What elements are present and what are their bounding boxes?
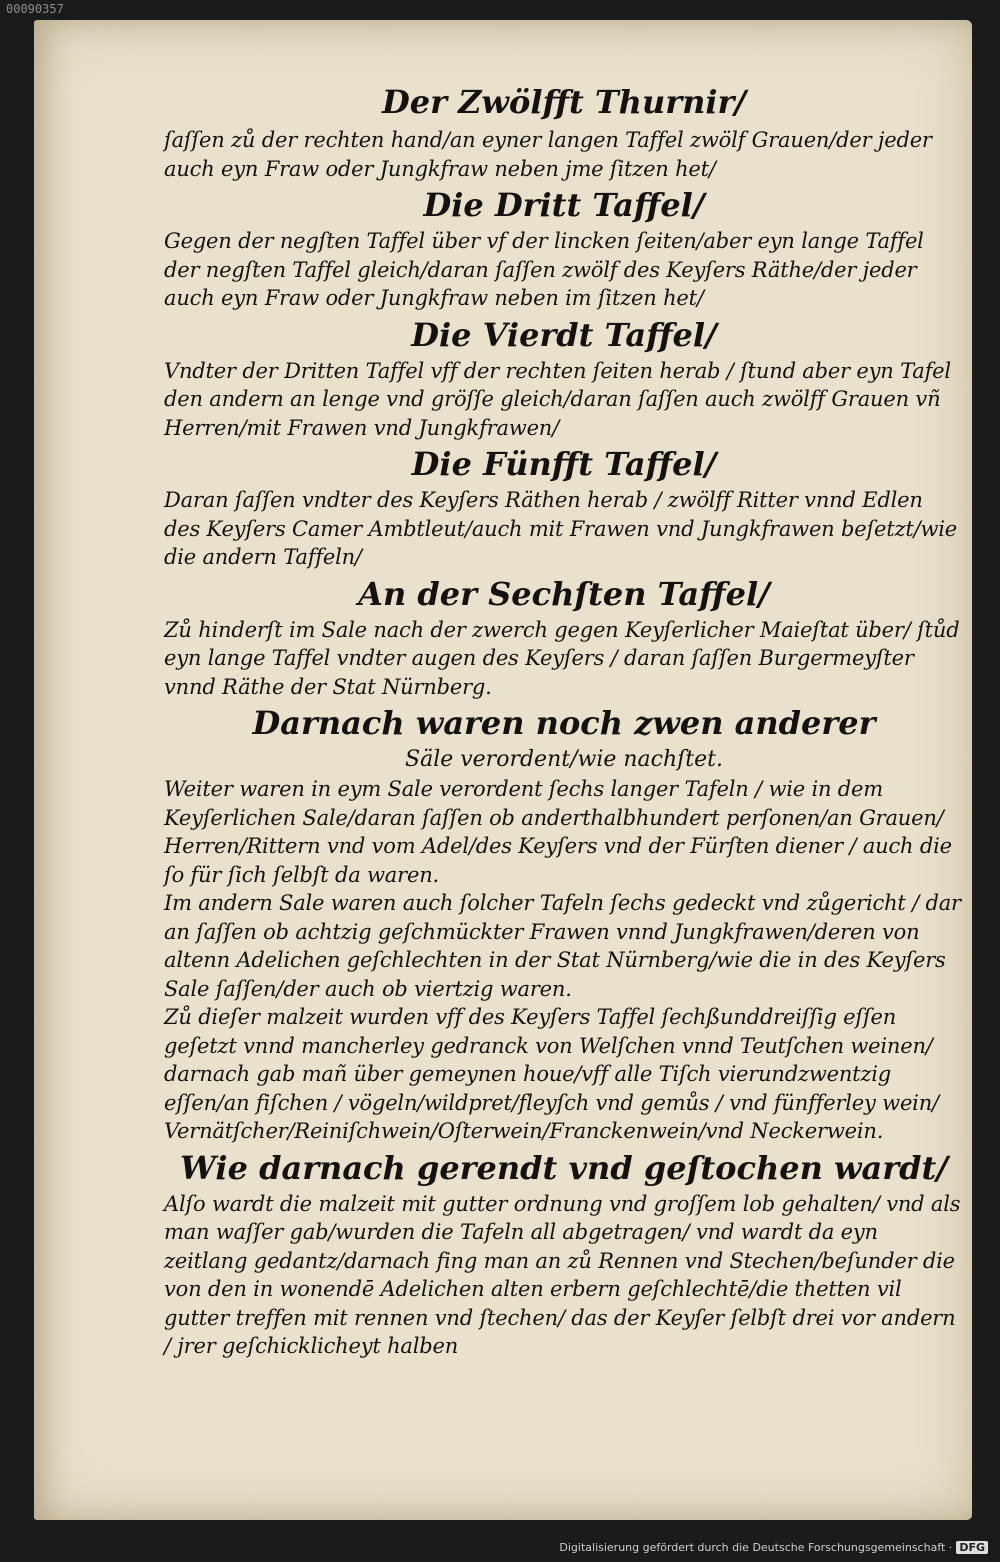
scan-id: 00090357 xyxy=(6,2,64,16)
section-heading: Wie darnach gerendt vnd geſtochen wardt/ xyxy=(180,1148,948,1187)
dfg-logo-icon: DFG xyxy=(956,1541,988,1554)
paragraph: Weiter waren in eym Sale verordent ſechs langer Tafeln / wie in dem Keyſerlichen Sale/daran ſaſſen ob anderthalbhundert perſonen/an Grauen/ Herren/Rittern vnd vom Adel/des Keyſers vnd der Fürſten diener / auch die ſo für ſich ſelbſt da waren. xyxy=(164,777,952,887)
book-page xyxy=(34,20,972,1520)
section-heading: Darnach waren noch zwen anderer xyxy=(252,704,876,742)
section-heading: Die Vierdt Taffel/ xyxy=(411,315,717,354)
funding-footer-text: Digitalisierung gefördert durch die Deutsche Forschungsgemeinschaft · xyxy=(559,1541,953,1554)
section-heading: Die Fünfft Taffel/ xyxy=(411,445,717,483)
page-sections xyxy=(164,126,964,1361)
paragraph: Alſo wardt die malzeit mit gutter ordnung vnd groſſem lob gehalten/ vnd als man waſſer gab/wurden die Tafeln all abgetragen/ vnd wardt da eyn zeitlang gedantz/darnach fing man an zů Rennen vnd Stechen/beſunder die von den in wonendē Adelichen alten erbern geſchlechtē/die thetten vil gutter treffen mit rennen vnd ſtechen/ das der Keyſer ſelbſt drei vor andern / jrer geſchicklicheyt halben xyxy=(164,1191,961,1358)
paragraph: Gegen der negſten Taffel über vf der lincken ſeiten/aber eyn lange Taffel der negſten Taffel gleich/daran ſaſſen zwölf des Keyſers Räthe/der jeder auch eyn Fraw oder Jungkfraw neben im ſitzen het/ xyxy=(164,229,924,310)
paragraph: Daran ſaſſen vndter des Keyſers Räthen herab / zwölff Ritter vnnd Edlen des Keyſers Camer Ambtleut/auch mit Frawen vnd Jungkfrawen beſetzt/wie die andern Taffeln/ xyxy=(164,488,957,569)
section-heading: An der Sechſten Taffel/ xyxy=(358,574,770,613)
paragraph: ſaſſen zů der rechten hand/an eyner langen Taffel zwölf Grauen/der jeder auch eyn Fraw oder Jungkfraw neben jme ſitzen het/ xyxy=(164,128,932,181)
paragraph: Vndter der Dritten Taffel vff der rechten ſeiten herab / ſtund aber eyn Tafel den andern an lenge vnd gröſſe gleich/daran ſaſſen auch zwölff Grauen vñ Herren/mit Frawen vnd Jungkfrawen/ xyxy=(164,358,951,440)
paragraph: Zů hinderſt im Sale nach der zwerch gegen Keyſerlicher Maieſtat über/ ſtůd eyn lange Taffel vndter augen des Keyſers / daran ſaſſen Burgermeyſter vnnd Räthe der Stat Nürnberg. xyxy=(164,617,960,699)
funding-footer xyxy=(559,1541,988,1554)
page-text-block xyxy=(164,60,964,1400)
section-subheading: Säle verordent/wie nachſtet. xyxy=(405,747,723,772)
paragraph: Zů dieſer malzeit wurden vff des Keyſers Taffel ſechßunddreiſſig eſſen geſetzt vnnd mancherley gedranck von Welſchen vnnd Teutſchen weinen/ darnach gab mañ über gemeynen houe/vff alle Tiſch vierundzwentzig eſſen/an fiſchen / vögeln/wildpret/fleyſch vnd gemůs / vnd fünfferley wein/ Vernätſcher/Reiniſchwein/Oſterwein/Franckenwein/vnd Neckerwein. xyxy=(164,1005,939,1143)
page-title: Der Zwölfft Thurnir/ xyxy=(381,83,747,121)
section-heading: Die Dritt Taffel/ xyxy=(423,186,705,224)
paragraph: Im andern Sale waren auch ſolcher Tafeln ſechs gedeckt vnd zůgericht / dar an ſaſſen ob achtzig geſchmückter Frawen vnnd Jungkfrawen/deren von altenn Adelichen geſchlechten in der Stat Nürnberg/wie die in des Keyſers Sale ſaſſen/der auch ob viertzig waren. xyxy=(164,891,961,1001)
